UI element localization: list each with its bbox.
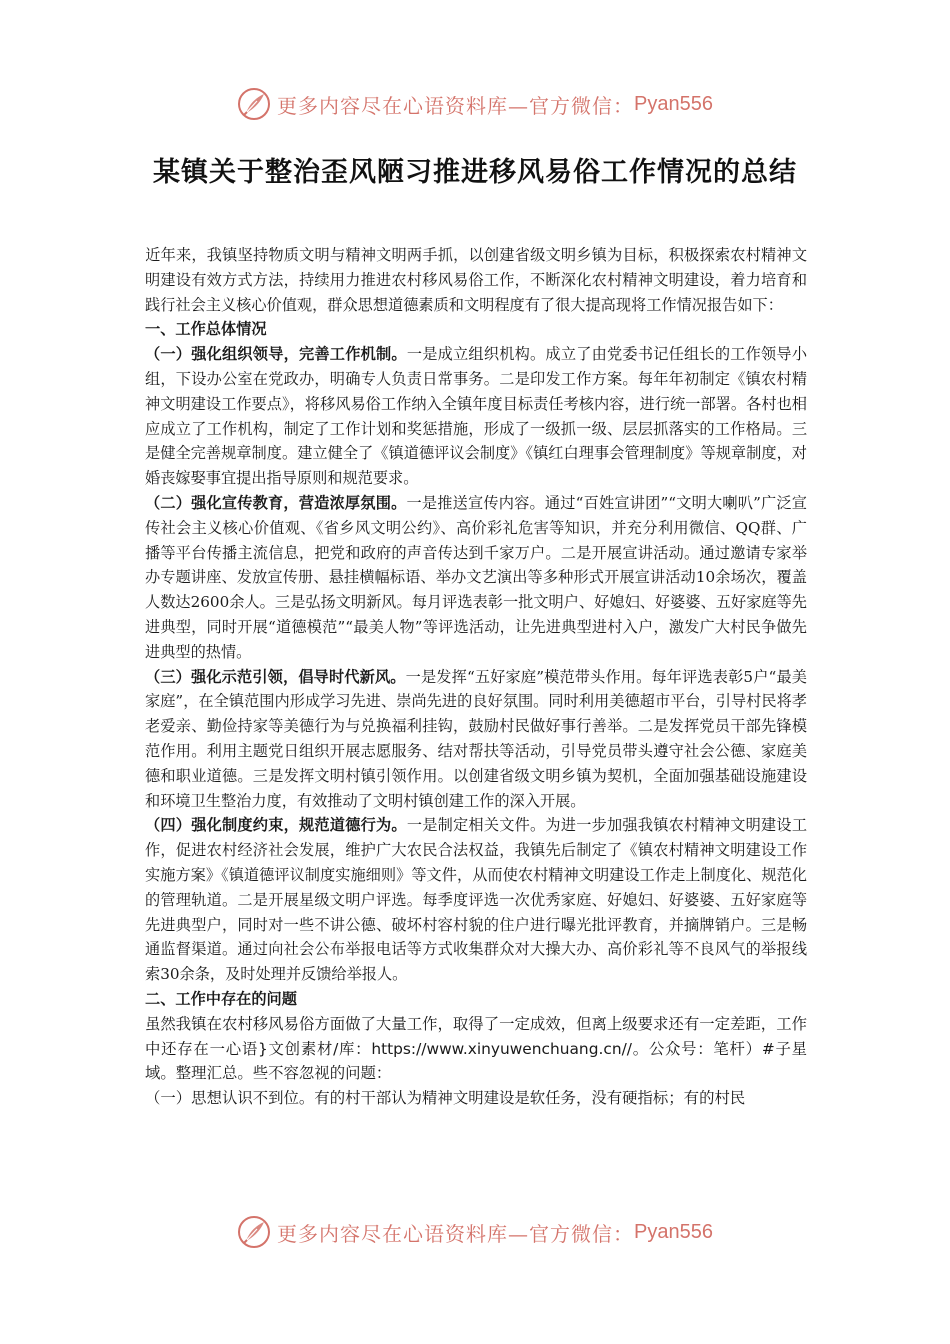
feather-pen-logo-icon xyxy=(237,87,271,121)
item-2-lead: （二）强化宣传教育，营造浓厚氛围。 xyxy=(145,493,407,512)
feather-pen-logo-icon xyxy=(237,1215,271,1249)
item-1-lead: （一）强化组织领导，完善工作机制。 xyxy=(145,345,407,364)
section2-heading: 二、工作中存在的问题 xyxy=(145,989,297,1008)
item-2-text: 一是推送宣传内容。通过“百姓宣讲团”“文明大喇叭”广泛宣传社会主义核心价值观、《省乡风文明公约》、高价彩礼危害等知识，并充分利用微信、QQ群、广播等平台传播主流信息，把党和政府的声音传达到千家万户。二是开展宣讲活动。通过邀请专家举办专题讲座、发放宣传册、悬挂横幅标语、举办文艺演出等多种形式开展宣讲活动10余场次，覆盖人数达2600余人。三是弘扬文明新风。每月评选表彰一批文明户、好媳妇、好婆婆、五好家庭等先进典型，同时开展“道德模范”“最美人物”等评选活动，让先进典型进村入户，激发广大村民争做先进典型的热情。 xyxy=(145,493,807,661)
section2-intro: 虽然我镇在农村移风易俗方面做了大量工作，取得了一定成效，但离上级要求还有一定差距，工作中还存在一心语}文创素材/库：https://www.xinyuwenchuang.cn//。公众号：笔杆）#子星域。整理汇总。些不容忽视的问题： xyxy=(145,1014,807,1083)
item-1-text: 一是成立组织机构。成立了由党委书记任组长的工作领导小组，下设办公室在党政办，明确专人负责日常事务。二是印发工作方案。每年年初制定《镇农村精神文明建设工作要点》，将移风易俗工作纳入全镇年度目标责任考核内容，进行统一部署。各村也相应成立了工作机构，制定了工作计划和奖惩措施，形成了一级抓一级、层层抓落实的工作格局。三是健全完善规章制度。建立健全了《镇道德评议会制度》《镇红白理事会管理制度》等规章制度，对婚丧嫁娶事宜提出指导原则和规范要求。 xyxy=(145,345,808,488)
footer-banner-wechat-id: Pyan556 xyxy=(634,1220,713,1243)
section1-item-1 xyxy=(145,342,807,491)
item-4-lead: （四）强化制度约束，规范道德行为。 xyxy=(145,816,407,835)
page-title: 某镇关于整治歪风陋习推进移风易俗工作情况的总结 xyxy=(153,157,797,188)
item-3-lead: （三）强化示范引领，倡导时代新风。 xyxy=(145,667,406,686)
section1-item-4 xyxy=(145,813,807,987)
document-body xyxy=(145,243,807,1111)
intro-paragraph xyxy=(145,243,807,317)
intro-text: 近年来，我镇坚持物质文明与精神文明两手抓，以创建省级文明乡镇为目标，积极探索农村精神文明建设有效方式方法，持续用力推进农村移风易俗工作，不断深化农村精神文明建设，着力培育和践行社会主义核心价值观，群众思想道德素质和文明程度有了很大提高现将工作情况报告如下： xyxy=(145,246,807,314)
section1-item-2 xyxy=(145,491,807,665)
banner-text: 更多内容尽在心语资料库—官方微信： xyxy=(277,93,635,118)
section1-heading: 一、工作总体情况 xyxy=(145,320,267,339)
item-3-text: 一是发挥“五好家庭”模范带头作用。每年评选表彰5户“最美家庭”，在全镇范围内形成学习先进、崇尚先进的良好氛围。同时利用美德超市平台，引导村民将孝老爱亲、勤俭持家等美德行为与兑换福利挂钩，鼓励村民做好事行善举。二是发挥党员干部先锋模范作用。利用主题党日组织开展志愿服务、结对帮扶等活动，引导党员带头遵守社会公德、家庭美德和职业道德。三是发挥文明村镇引领作用。以创建省级文明乡镇为契机，全面加强基础设施建设和环境卫生整治力度，有效推动了文明村镇创建工作的深入开展。 xyxy=(145,667,807,810)
section2-item-1: （一）思想认识不到位。有的村干部认为精神文明建设是软任务，没有硬指标；有的村民 xyxy=(145,1089,746,1108)
footer-banner-text: 更多内容尽在心语资料库—官方微信： xyxy=(277,1221,635,1246)
item-4-text: 一是制定相关文件。为进一步加强我镇农村精神文明建设工作，促进农村经济社会发展，维护广大农民合法权益，我镇先后制定了《镇农村精神文明建设工作实施方案》《镇道德评议制度实施细则》等文件，从而使农村精神文明建设工作走上制度化、规范化的管理轨道。二是开展星级文明户评选。每季度评选一次优秀家庭、好媳妇、好婆婆、五好家庭等先进典型户，同时对一些不讲公德、破坏村容村貌的住户进行曝光批评教育，并摘牌销户。三是畅通监督渠道。通过向社会公布举报电话等方式收集群众对大操大办、高价彩礼等不良风气的举报线索30余条，及时处理并反馈给举报人。 xyxy=(145,816,808,984)
banner-wechat-id: Pyan556 xyxy=(634,92,713,115)
header-watermark-banner xyxy=(0,84,950,124)
section1-item-3 xyxy=(145,665,807,814)
footer-watermark-banner xyxy=(0,1212,950,1252)
